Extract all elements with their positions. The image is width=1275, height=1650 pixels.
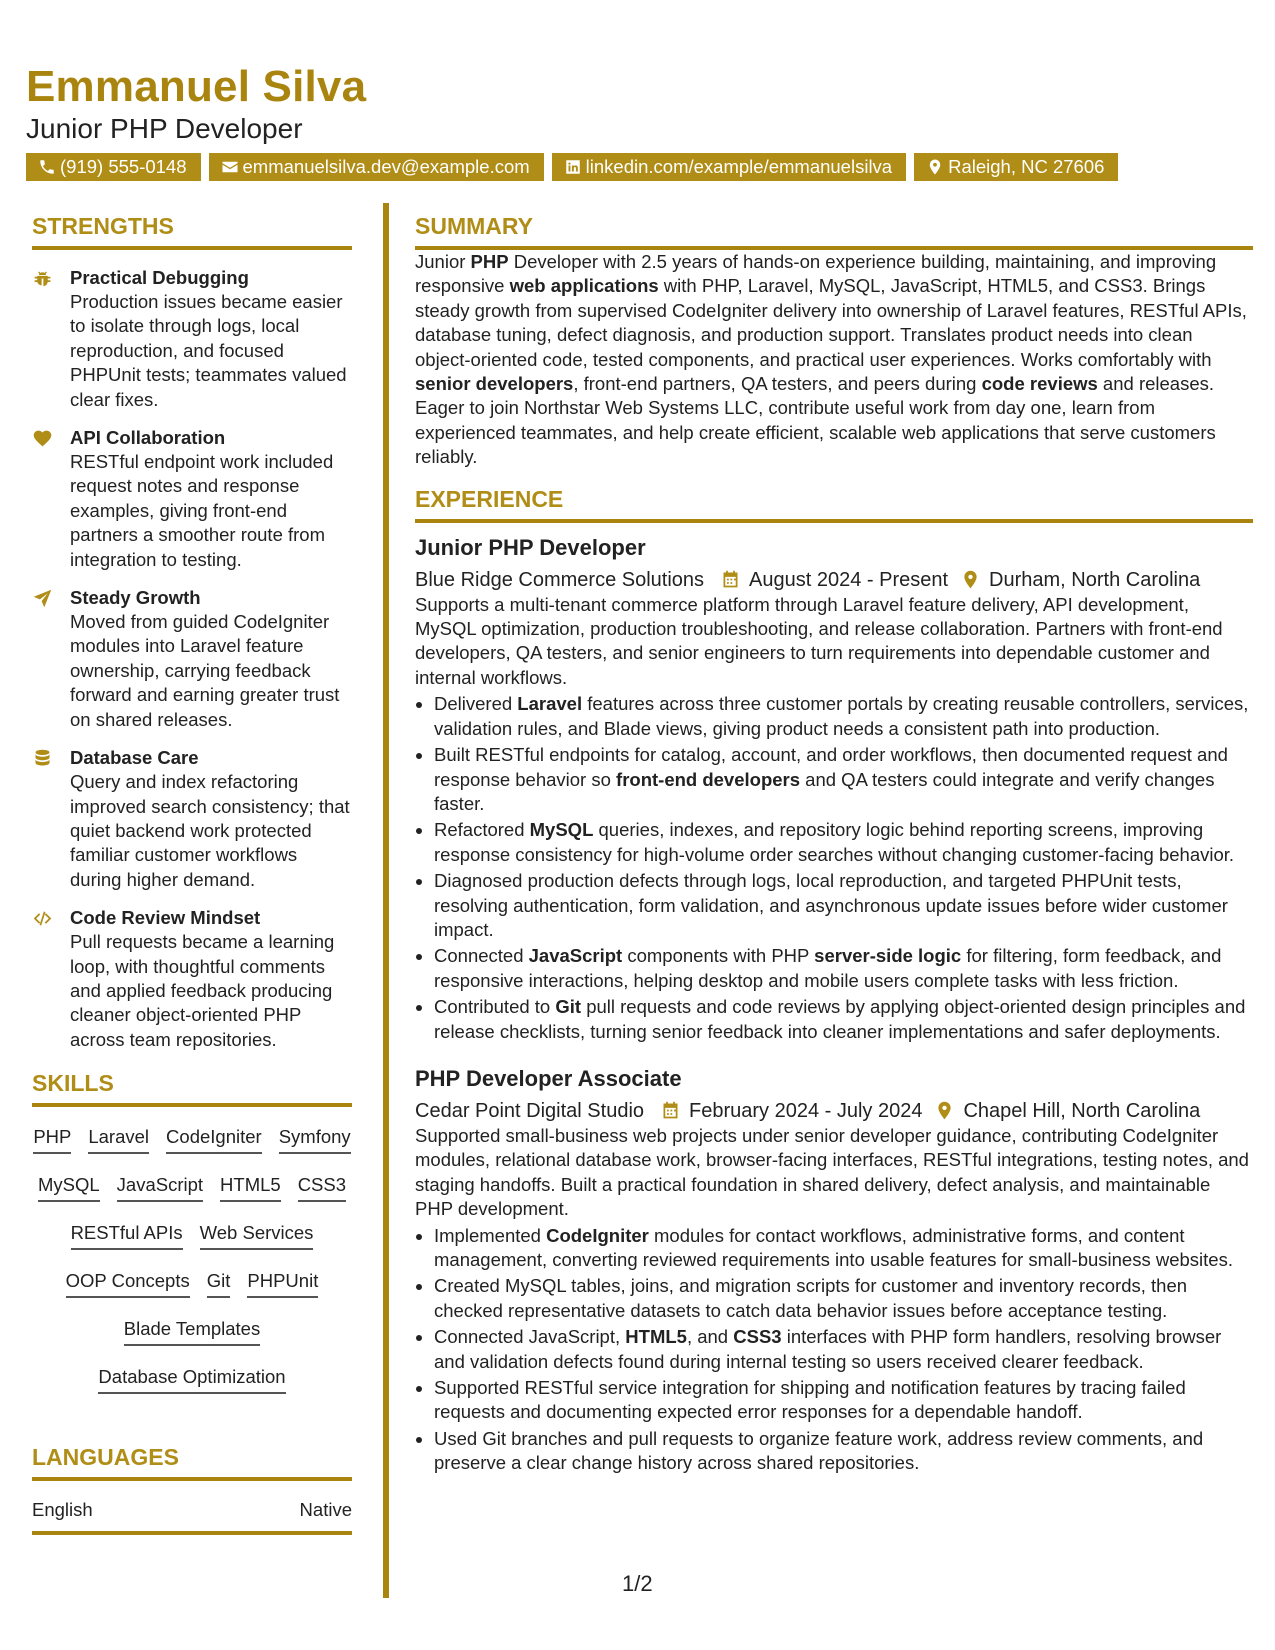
experience-heading: EXPERIENCE [415,486,1253,523]
job-dates: February 2024 - July 2024 [689,1099,923,1122]
skills-list [32,1125,352,1394]
contact-phone-text: (919) 555-0148 [60,156,187,177]
contact-email[interactable] [209,153,544,181]
job-title: Junior PHP Developer [415,534,646,560]
contact-email-text: emmanuelsilva.dev@example.com [242,156,530,177]
strengths-heading: STRENGTHS [32,213,352,250]
job-company: Cedar Point Digital Studio [415,1099,645,1122]
skill-tag: MySQL [38,1173,100,1202]
strength-title: API Collaboration [70,427,226,449]
heart-icon [32,428,53,449]
map-marker-icon [934,1100,955,1121]
map-marker-icon [926,158,944,176]
job-meta [415,1098,1253,1124]
skill-tag: Database Optimization [98,1365,285,1394]
skill-tag: RESTful APIs [71,1221,183,1250]
job-bullet: • Connected JavaScript components with PHP server-side logic for filtering, form feedback, and responsive interactions, helping desktop and mobile users complete tasks with less friction. [434,944,1253,993]
skill-tag: Blade Templates [124,1317,260,1346]
strength-item [32,426,352,572]
strength-desc: Moved from guided CodeIgniter modules into Laravel feature ownership, carrying feedback forward and earning greater trust on shared releases. [70,611,340,730]
candidate-title: Junior PHP Developer [26,113,303,144]
strength-desc: Pull requests became a learning loop, with thoughtful comments and applied feedback producing cleaner object-oriented PHP across team repositories. [70,931,335,1050]
strength-desc: Production issues became easier to isolate through logs, local reproduction, and focused PHPUnit tests; teammates valued clear fixes. [70,291,347,410]
strength-title: Database Care [70,747,199,769]
languages-heading: LANGUAGES [32,1444,352,1481]
candidate-name: Emmanuel Silva [26,62,367,111]
strength-item [32,266,352,412]
job-entry [415,533,1253,1044]
skill-tag: OOP Concepts [66,1269,190,1298]
strength-item [32,906,352,1052]
job-bullet: • Contributed to Git pull requests and code reviews by applying object-oriented design principles and release checklists, turning senior feedback into cleaner implementations and safer deployments. [434,995,1253,1044]
code-icon [32,908,53,929]
job-bullet: • Created MySQL tables, joins, and migration scripts for customer and inventory records, then checked representative datasets to catch data behavior issues before acceptance testing. [434,1274,1253,1323]
contact-bar [26,153,1118,181]
job-bullet: • Diagnosed production defects through logs, local reproduction, and targeted PHPUnit tests, resolving authentication, form validation, and asynchronous update issues before wider customer impact. [434,869,1253,942]
language-name: English [32,1499,93,1521]
strength-item [32,746,352,892]
strength-desc: RESTful endpoint work included request notes and response examples, giving front-end partners a smoother route from integration to testing. [70,451,334,570]
calendar-icon [660,1100,681,1121]
strength-title: Code Review Mindset [70,907,261,929]
job-bullet: • Delivered Laravel features across three customer portals by creating reusable controllers, services, validation rules, and Blade views, giving product needs a consistent path into production. [434,692,1253,741]
strength-desc: Query and index refactoring improved search consistency; that quiet backend work protected familiar customer workflows during higher demand. [70,771,350,890]
contact-linkedin-text: linkedin.com/example/emmanuelsilva [585,156,893,177]
job-bullet: • Implemented CodeIgniter modules for contact workflows, administrative forms, and content management, converting reviewed requirements into usable features for small-business websites. [434,1224,1253,1273]
skill-tag: Laravel [88,1125,149,1154]
strength-title: Practical Debugging [70,267,249,288]
contact-linkedin[interactable] [552,153,906,181]
bug-icon [32,268,53,289]
contact-location [914,153,1118,181]
job-meta [415,567,1253,593]
skill-tag: CSS3 [298,1173,346,1202]
job-bullet: • Refactored MySQL queries, indexes, and repository logic behind reporting screens, improving response consistency for high-volume order searches without changing customer-facing behavior. [434,818,1253,867]
strength-title: Steady Growth [70,587,201,609]
job-entry [415,1064,1253,1476]
database-icon [32,748,53,769]
skill-tag: Web Services [200,1221,314,1250]
job-bullet: • Connected JavaScript, HTML5, and CSS3 interfaces with PHP form handlers, resolving browser and validation defects found during internal testing so users received clearer feedback. [434,1325,1253,1374]
job-description: Supported small-business web projects under senior developer guidance, contributing CodeIgniter modules, relational database work, browser-facing interfaces, RESTful integrations, testing notes, and staging handoffs. Built a practical foundation in shared delivery, defect analysis, and maintainable PHP development. [415,1124,1249,1220]
skill-tag: PHP [33,1125,71,1154]
phone-icon [38,158,56,176]
job-location: Durham, North Carolina [989,568,1201,591]
job-bullets [415,1224,1253,1476]
right-column [415,213,1253,1476]
job-company: Blue Ridge Commerce Solutions [415,568,705,591]
paper-plane-icon [32,588,53,609]
envelope-icon [221,158,239,176]
language-level: Native [299,1499,352,1521]
summary-text: Junior PHP Developer with 2.5 years of hands-on experience building, maintaining, and improving responsive web applications with PHP, Laravel, MySQL, JavaScript, HTML5, and CSS3. Brings steady growth from supervised CodeIgniter delivery into ownership of Laravel features, RESTful APIs, database tuning, defect diagnosis, and production support. Translates product needs into clean object-oriented code, tested components, and practical user experiences. Works comfortably with senior developers, front-end partners, QA testers, and peers during code reviews and releases. Eager to join Northstar Web Systems LLC, contribute useful work from day one, learn from experienced teammates, and help create efficient, scalable web applications that serve customers reliably. [415,251,1247,468]
left-column [32,213,352,1535]
column-divider [383,203,389,1598]
strengths-list [32,250,352,1052]
map-marker-icon [960,569,981,590]
calendar-icon [720,569,741,590]
skill-tag: JavaScript [117,1173,203,1202]
language-row [32,1499,352,1535]
job-location: Chapel Hill, North Carolina [963,1099,1201,1122]
strength-item [32,586,352,732]
skill-tag: HTML5 [220,1173,281,1202]
skill-tag: Git [207,1269,231,1298]
job-dates: August 2024 - Present [749,568,949,591]
skills-heading: SKILLS [32,1070,352,1107]
skill-tag: PHPUnit [247,1269,318,1298]
linkedin-icon [564,158,582,176]
job-bullet: • Used Git branches and pull requests to organize feature work, address review comments, and preserve a clear change history across shared repositories. [434,1427,1253,1476]
contact-phone[interactable] [26,153,201,181]
page-number: 1/2 [622,1571,653,1596]
job-bullet: • Built RESTful endpoints for catalog, account, and order workflows, then documented request and response behavior so front-end developers and QA testers could integrate and verify changes faster. [434,743,1253,816]
skill-tag: Symfony [279,1125,351,1154]
summary-heading: SUMMARY [415,213,1253,250]
job-bullets [415,692,1253,1044]
contact-location-text: Raleigh, NC 27606 [948,156,1105,177]
job-description: Supports a multi-tenant commerce platform through Laravel feature delivery, API development, MySQL optimization, production troubleshooting, and release collaboration. Partners with front-end developers, QA testers, and senior engineers to turn requirements into dependable customer and internal workflows. [415,593,1223,688]
skill-tag: CodeIgniter [166,1125,262,1154]
job-bullet: • Supported RESTful service integration for shipping and notification features by tracing failed requests and documenting expected error responses for a dependable handoff. [434,1376,1253,1425]
job-title: PHP Developer Associate [415,1065,682,1091]
